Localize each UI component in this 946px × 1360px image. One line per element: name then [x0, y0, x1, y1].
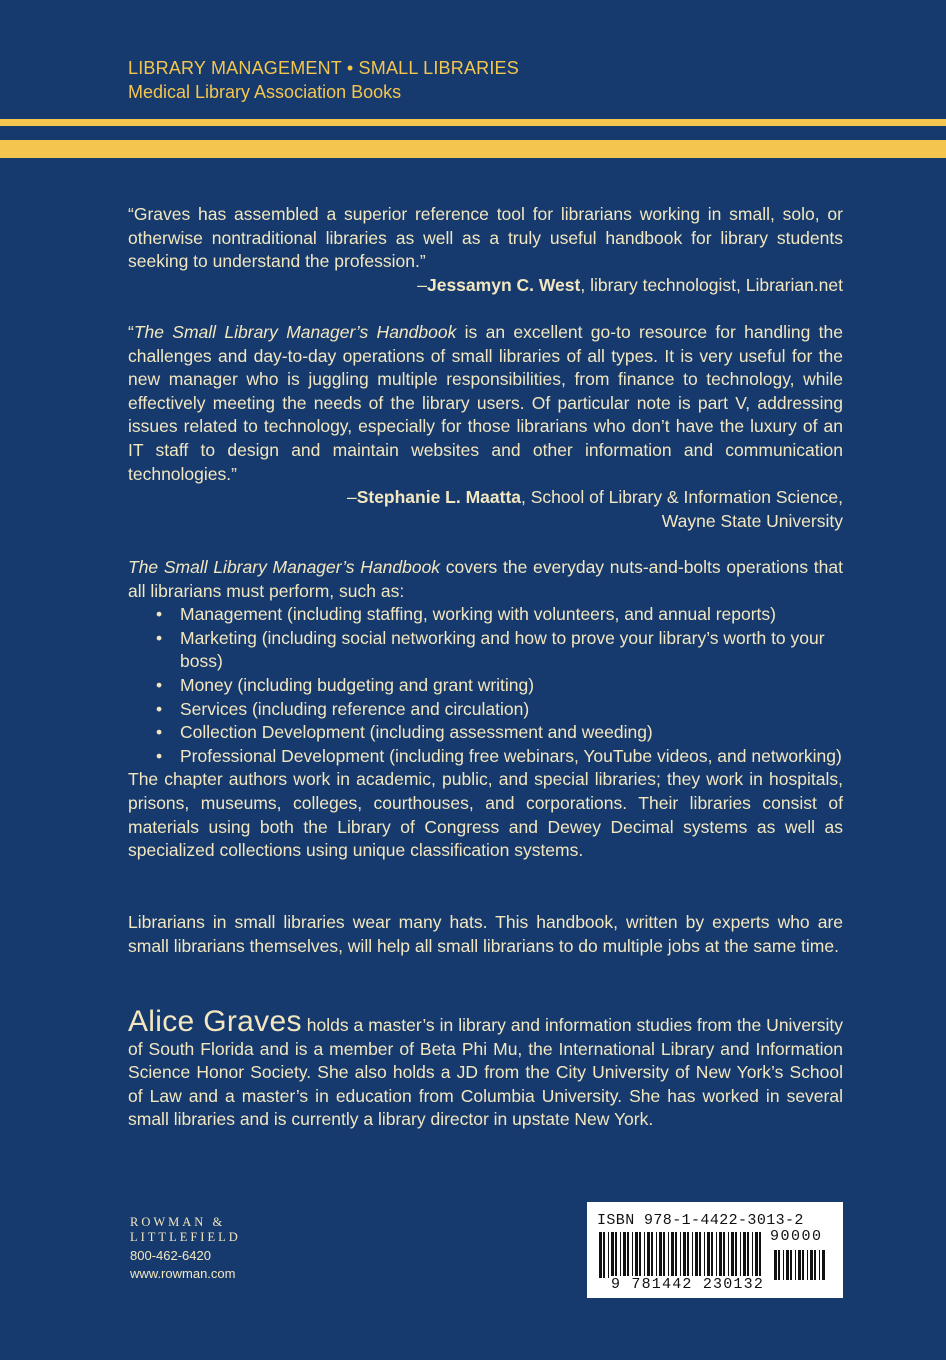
barcode-bar	[632, 1232, 633, 1278]
publisher-logo-line-2: LITTLEFIELD	[130, 1230, 241, 1244]
quote-1-attribution	[128, 274, 843, 298]
barcode-bar	[735, 1232, 737, 1278]
endorsement-quote-2	[128, 321, 843, 533]
barcode-bar	[695, 1232, 698, 1278]
list-item-text: Services (including reference and circulation)	[180, 698, 530, 719]
list-item	[128, 721, 843, 745]
barcode-bar	[716, 1232, 717, 1278]
barcode-bar	[719, 1232, 722, 1278]
quote-1-dash: –	[417, 274, 427, 295]
barcode-bar	[659, 1232, 662, 1278]
quote-2-body: is an excellent go-to resource for handling the challenges and day-to-day operations of small libraries of all types. It is very useful for the new manager who is juggling multiple responsibilities, from finance to technology, while effectively meeting the needs of the library users. Of particular note is part V, addressing issues related to technology, especially for those librarians who don’t have the luxury of an IT staff to design and maintain websites and other information and communication technologies.”	[128, 322, 843, 484]
barcode-bar	[639, 1232, 641, 1278]
book-description	[128, 556, 843, 863]
barcode-bar	[802, 1250, 804, 1280]
list-item-text: Management (including staffing, working with volunteers, and annual reports)	[180, 604, 776, 625]
barcode-bar	[755, 1232, 758, 1278]
list-item	[128, 627, 843, 674]
quote-1-author: Jessamyn C. West	[426, 274, 581, 295]
quote-2-open: “	[128, 322, 134, 342]
endorsement-quote-1	[128, 203, 843, 297]
barcode-bar	[728, 1232, 729, 1278]
barcode-bar	[759, 1232, 761, 1278]
list-item	[128, 745, 843, 769]
description-book-title: The Small Library Manager’s Handbook	[128, 557, 441, 577]
ean-barcode-bars	[599, 1232, 767, 1278]
barcode-bar	[723, 1232, 725, 1278]
barcode-bar	[711, 1232, 713, 1278]
list-item-text: Marketing (including social networking and how to prove your library’s worth to your boss)	[180, 627, 825, 672]
list-item	[128, 603, 843, 627]
barcode-bar	[651, 1232, 653, 1278]
barcode-bar	[663, 1232, 665, 1278]
bullet-icon: •	[156, 745, 163, 766]
quote-1-text: “Graves has assembled a superior reference tool for librarians working in small, solo, or otherwise nontraditional libraries as well as a truly useful handbook for library students seeking to understand the profession.”	[128, 204, 843, 272]
gold-stripe-thick	[0, 140, 946, 158]
barcode-bar	[778, 1250, 780, 1280]
summary-paragraph: Librarians in small libraries wear many hats. This handbook, written by experts who are small librarians themselves, will help all small librarians to do multiple jobs at the same time.	[128, 912, 843, 956]
barcode-bar	[704, 1232, 705, 1278]
publisher-logo-line-1: ROWMAN &	[130, 1215, 226, 1229]
barcode-bar	[798, 1250, 801, 1280]
barcode-bar	[810, 1250, 813, 1280]
gold-stripe-thin	[0, 119, 946, 126]
quote-2-affiliation-1: , School of Library & Information Science,	[521, 487, 843, 508]
barcode-bar	[747, 1232, 749, 1278]
quote-2-author: Stephanie L. Maatta	[356, 487, 522, 508]
barcode-bar	[699, 1232, 701, 1278]
bullet-icon: •	[156, 627, 163, 648]
barcode-bar	[603, 1232, 605, 1278]
barcode-bar	[608, 1232, 609, 1278]
barcode-bar	[675, 1232, 677, 1278]
publisher-block	[130, 1215, 241, 1283]
quote-2-text	[128, 321, 843, 486]
barcode-bar	[680, 1232, 681, 1278]
barcode-bar	[611, 1232, 614, 1278]
barcode-bar	[623, 1232, 626, 1278]
description-intro	[128, 556, 843, 603]
description-closing: The chapter authors work in academic, public, and special libraries; they work in hospitals, prisons, museums, colleges, courthouses, and corporations. Their libraries consist of materials using both the Library of Congress and Dewey Decimal systems as well as specialized collections using unique classification systems.	[128, 769, 843, 861]
quote-2-affiliation-2: Wayne State University	[661, 510, 843, 531]
barcode-bar	[656, 1232, 657, 1278]
addon-barcode-bars	[774, 1250, 826, 1280]
barcode-bar	[774, 1250, 777, 1280]
publisher-line: Medical Library Association Books	[128, 82, 402, 102]
isbn-label: ISBN 978-1-4422-3013-2	[597, 1212, 804, 1229]
barcode-bar	[683, 1232, 686, 1278]
barcode-bar	[795, 1250, 796, 1280]
bullet-icon: •	[156, 674, 163, 695]
barcode-bar	[790, 1250, 792, 1280]
barcode-bar	[740, 1232, 741, 1278]
list-item-text: Money (including budgeting and grant writing)	[180, 674, 535, 695]
barcode-bar	[687, 1232, 689, 1278]
quote-2-attribution	[128, 486, 843, 510]
barcode-bar	[707, 1232, 710, 1278]
quote-2-dash: –	[346, 487, 357, 508]
isbn-barcode	[587, 1202, 843, 1298]
topic-list	[128, 603, 843, 768]
barcode-bar	[819, 1250, 820, 1280]
quote-2-book-title: The Small Library Manager’s Handbook	[133, 322, 457, 342]
barcode-bar	[814, 1250, 816, 1280]
barcode-number: 9 781442 230132	[611, 1276, 765, 1293]
quote-1-affiliation: , library technologist, Librarian.net	[580, 274, 843, 295]
author-name: Alice Graves	[128, 1005, 302, 1038]
barcode-bar	[822, 1250, 825, 1280]
barcode-bar	[647, 1232, 650, 1278]
barcode-bar	[752, 1232, 753, 1278]
publisher-phone: 800-462-6420	[130, 1248, 211, 1263]
list-item	[128, 674, 843, 698]
barcode-bar	[783, 1250, 784, 1280]
barcode-bar	[620, 1232, 621, 1278]
barcode-bar	[668, 1232, 669, 1278]
publisher-website: www.rowman.com	[130, 1266, 236, 1281]
barcode-bar	[692, 1232, 693, 1278]
barcode-bar	[786, 1250, 789, 1280]
series-label: LIBRARY MANAGEMENT • SMALL LIBRARIES	[128, 58, 519, 78]
list-item	[128, 698, 843, 722]
barcode-bar	[671, 1232, 674, 1278]
price-code: 90000	[770, 1228, 823, 1245]
barcode-bar	[635, 1232, 638, 1278]
list-item-text: Collection Development (including assessment and weeding)	[180, 722, 653, 743]
barcode-bar	[615, 1232, 617, 1278]
bullet-icon: •	[156, 698, 163, 719]
barcode-bar	[627, 1232, 629, 1278]
barcode-bar	[731, 1232, 734, 1278]
description-intro-text: covers the everyday nuts-and-bolts operations that all librarians must perform, such as:	[128, 557, 843, 601]
barcode-bar	[743, 1232, 746, 1278]
author-bio-text: holds a master’s in library and information studies from the University of South Florida and is a member of Beta Phi Mu, the International Library and Information Science Honor Society. She also holds a JD from the City University of New York’s School of Law and a master’s in education from Columbia University. She has worked in several small libraries and is currently a library director in upstate New York.	[128, 1015, 844, 1130]
list-item-text: Professional Development (including free webinars, YouTube videos, and networking)	[180, 745, 842, 766]
barcode-bar	[807, 1250, 808, 1280]
barcode-bar	[599, 1232, 602, 1278]
barcode-bar	[644, 1232, 645, 1278]
bullet-icon: •	[156, 604, 163, 625]
author-bio	[128, 1007, 843, 1132]
bullet-icon: •	[156, 722, 163, 743]
cover-header	[128, 56, 519, 104]
